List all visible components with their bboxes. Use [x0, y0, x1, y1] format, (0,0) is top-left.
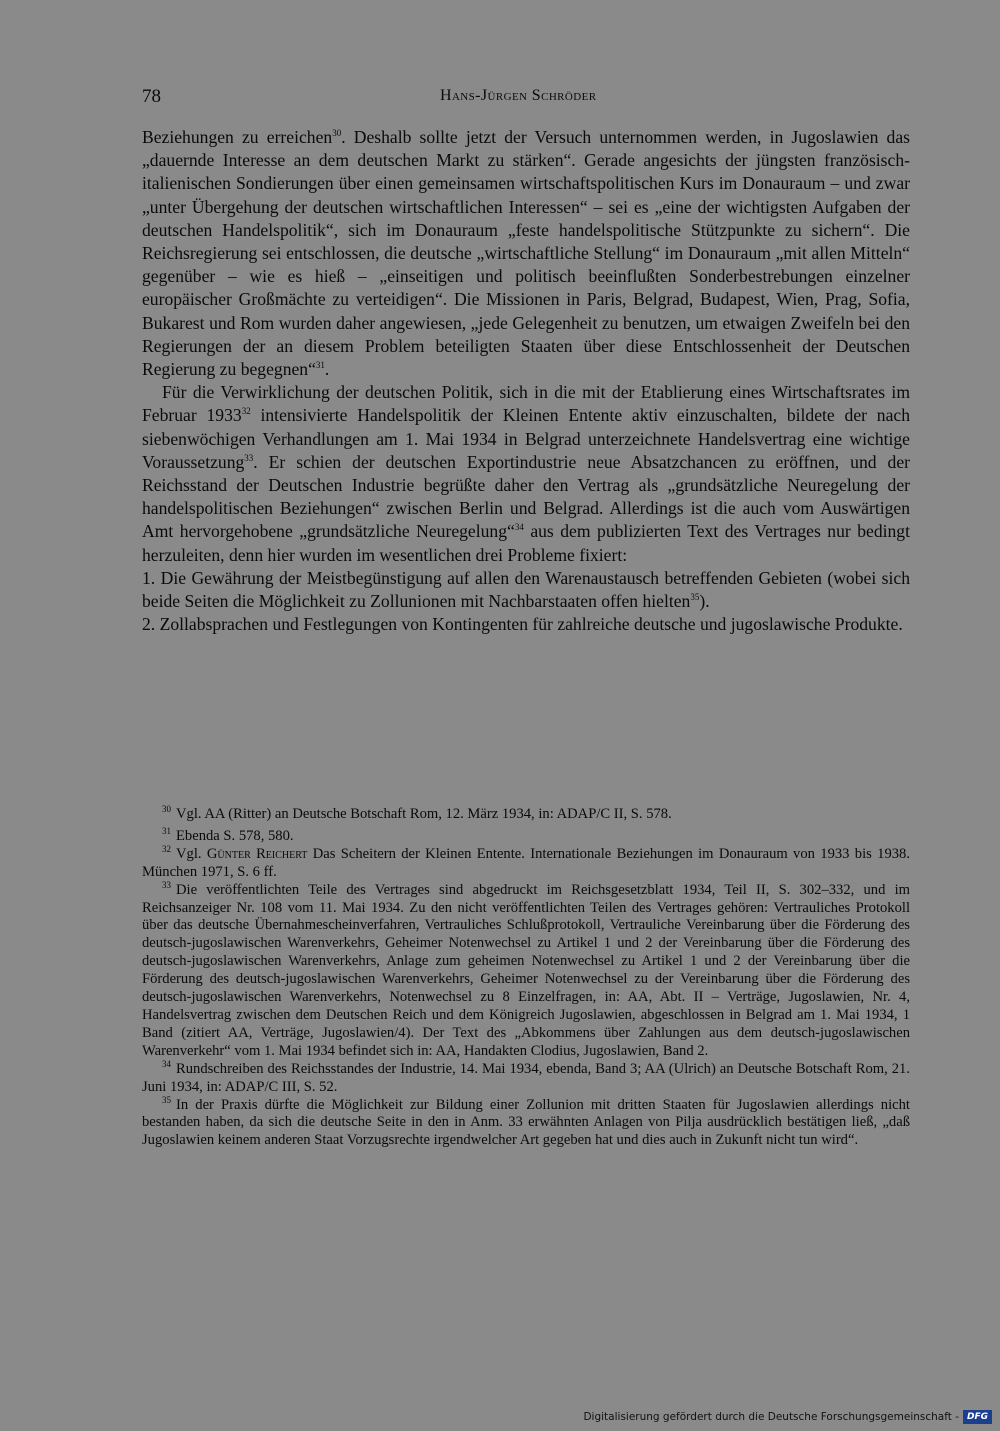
running-title: Hans-Jürgen Schröder	[440, 87, 597, 104]
footnote: $^{33}$ Die veröffentlichten Teile des Vertrages sind abgedruckt im Reichsgesetzblatt 1934, Teil II, S. 302–332, und im Reichsanzeiger Nr. 108 vom 11. Mai 1934. Zu den nicht veröffentlichten Teilen des Vertrages gehören: Vertrauliches Protokoll über das deutsche Übernahmescheinverfahren, Vertrauliches Schlußprotokoll, Vertrauliche Vereinbarung über die Förderung des deutsch-jugoslawischen Warenverkehrs, Geheimer Notenwechsel zu Artikel 1 und 2 der Vereinbarung über die Förderung des deutsch-jugoslawischen Warenverkehrs, Anlage zum geheimen Notenwechsel zu Artikel 1 und 2 der Vereinbarung über die Förderung des deutsch-jugoslawischen Warenverkehrs, Geheimer Notenwechsel zu der Vereinbarung über die Förderung des deutsch-jugoslawischen Warenverkehrs, Notenwechsel zu 8 Einzelfragen, in: AA, Abt. II – Verträge, Jugoslawien, Nr. 4, Handelsvertrag zwischen dem Deutschen Reich und dem Königreich Jugoslawien, abgeschlossen in Belgrad am 1. Mai 1934, 1 Band (zitiert AA, Verträge, Jugoslawien/4). Der Text des „Abkommens über Zahlungen aus dem deutsch-jugoslawischen Warenverkehr“ vom 1. Mai 1934 befindet sich in: AA, Handakten Clodius, Jugoslawien, Band 2.	[142, 879, 910, 1059]
footnote: $^{35}$ In der Praxis dürfte die Möglichkeit zur Bildung einer Zollunion mit dritten Staaten für Jugoslawien allerdings nicht bestanden haben, da sich die deutsche Seite in den in Anm. 33 erwähnten Anlagen von Pilja ausdrücklich bestätigen ließ, „daß Jugoslawien keinem anderen Staat Vorzugsrechte irgendwelcher Art gegeben hat und dies auch in Zukunft nicht tun wird“.	[142, 1094, 910, 1149]
funding-credit	[583, 1408, 992, 1426]
footnote-ref[interactable]: 30	[332, 128, 342, 139]
footnote-ref[interactable]: 32	[241, 406, 251, 417]
footnote-number: 31	[162, 826, 171, 837]
footnotes	[142, 806, 910, 1150]
footnote-ref[interactable]: 35	[690, 592, 700, 603]
footnote-number: 32	[162, 843, 171, 854]
page-header	[142, 86, 912, 110]
list-item: 2. Zollabsprachen und Festlegungen von Kontingenten für zahlreiche deutsche und jugoslawische Produkte.	[142, 614, 903, 635]
footnote-number: 34	[162, 1058, 171, 1069]
main-text	[142, 126, 910, 636]
footnote-number: 30	[162, 804, 171, 815]
footnote: $^{32}$ Vgl. Günter Reichert Das Scheitern der Kleinen Entente. Internationale Beziehungen im Donauraum von 1933 bis 1938. München 1971, S. 6 ff.	[142, 843, 910, 880]
author-name: Günter Reichert	[206, 845, 308, 862]
footnote: $^{31}$ Ebenda S. 578, 580.	[162, 826, 294, 844]
footnote: $^{34}$ Rundschreiben des Reichsstandes der Industrie, 14. Mai 1934, ebenda, Band 3; AA (Ulrich) an Deutsche Botschaft Rom, 21. Juni 1934, in: ADAP/C III, S. 52.	[142, 1058, 910, 1095]
footnote-ref[interactable]: 33	[244, 452, 254, 463]
footnote-number: 35	[162, 1094, 171, 1105]
list-item: 1. Die Gewährung der Meistbegünstigung auf allen den Warenaustausch betreffenden Gebieten (wobei sich beide Seiten die Möglichkeit zu Zollunionen mit Nachbarstaaten offen hielten$^{35}$).	[142, 567, 910, 612]
dfg-logo-icon: DFG	[963, 1410, 992, 1424]
page-number: 78	[142, 86, 161, 107]
paragraph: Beziehungen zu erreichen$^{30}$. Deshalb sollte jetzt der Versuch unternommen werden, in Jugoslawien das „dauernde Interesse an dem deutschen Markt zu stärken“. Gerade angesichts der jüngsten französisch-italienischen Sondierungen über einen gemeinsamen wirtschaftspolitischen Kurs im Donauraum – und zwar „unter Übergehung der deutschen wirtschaftlichen Interessen“ – sei es „eine der wichtigsten Aufgaben der deutschen Handelspolitik“, sich im Donauraum „feste handelspolitische Stützpunkte zu sichern“. Die Reichsregierung sei entschlossen, die deutsche „wirtschaftliche Stellung“ im Donauraum „mit allen Mitteln“ gegenüber – wie es hieß – „einseitigen und politisch beeinflußten Sonderbestrebungen einzelner europäischer Großmächte zu verteidigen“. Die Missionen in Paris, Belgrad, Budapest, Wien, Prag, Sofia, Bukarest und Rom wurden daher angewiesen, „jede Gelegenheit zu benutzen, um etwaigen Zweifeln bei den Regierungen der an diesem Problem beteiligten Staaten über diese Entschlossenheit der Deutschen Regierung zu begegnen“$^{31}$.	[142, 127, 911, 380]
credit-text: Digitalisierung gefördert durch die Deutsche Forschungsgemeinschaft -	[583, 1411, 959, 1423]
paragraph: Für die Verwirklichung der deutschen Politik, sich in die mit der Etablierung eines Wirtschaftsrates im Februar 1933$^{32}$ intensivierte Handelspolitik der Kleinen Entente aktiv einzuschalten, bildete der nach siebenwöchigen Verhandlungen am 1. Mai 1934 in Belgrad unterzeichnete Handelsvertrag eine wichtige Voraussetzung$^{33}$. Er schien der deutschen Exportindustrie neue Absatzchancen zu eröffnen, und der Reichsstand der Deutschen Industrie begrüßte daher den Vertrag als „grundsätzliche Neuregelung der handelspolitischen Beziehungen“ zwischen Berlin und Belgrad. Allerdings ist die auch vom Auswärtigen Amt hervorgehobene „grundsätzliche Neuregelung“$^{34}$ aus dem publizierten Text des Vertrages nur bedingt herzuleiten, denn hier wurden im wesentlichen drei Probleme fixiert:	[142, 382, 910, 565]
footnote-ref[interactable]: 31	[315, 360, 325, 371]
footnote-ref[interactable]: 34	[514, 522, 524, 533]
footnote: $^{30}$ Vgl. AA (Ritter) an Deutsche Botschaft Rom, 12. März 1934, in: ADAP/C II, S. 578.	[162, 804, 672, 822]
footnote-number: 33	[162, 879, 171, 890]
